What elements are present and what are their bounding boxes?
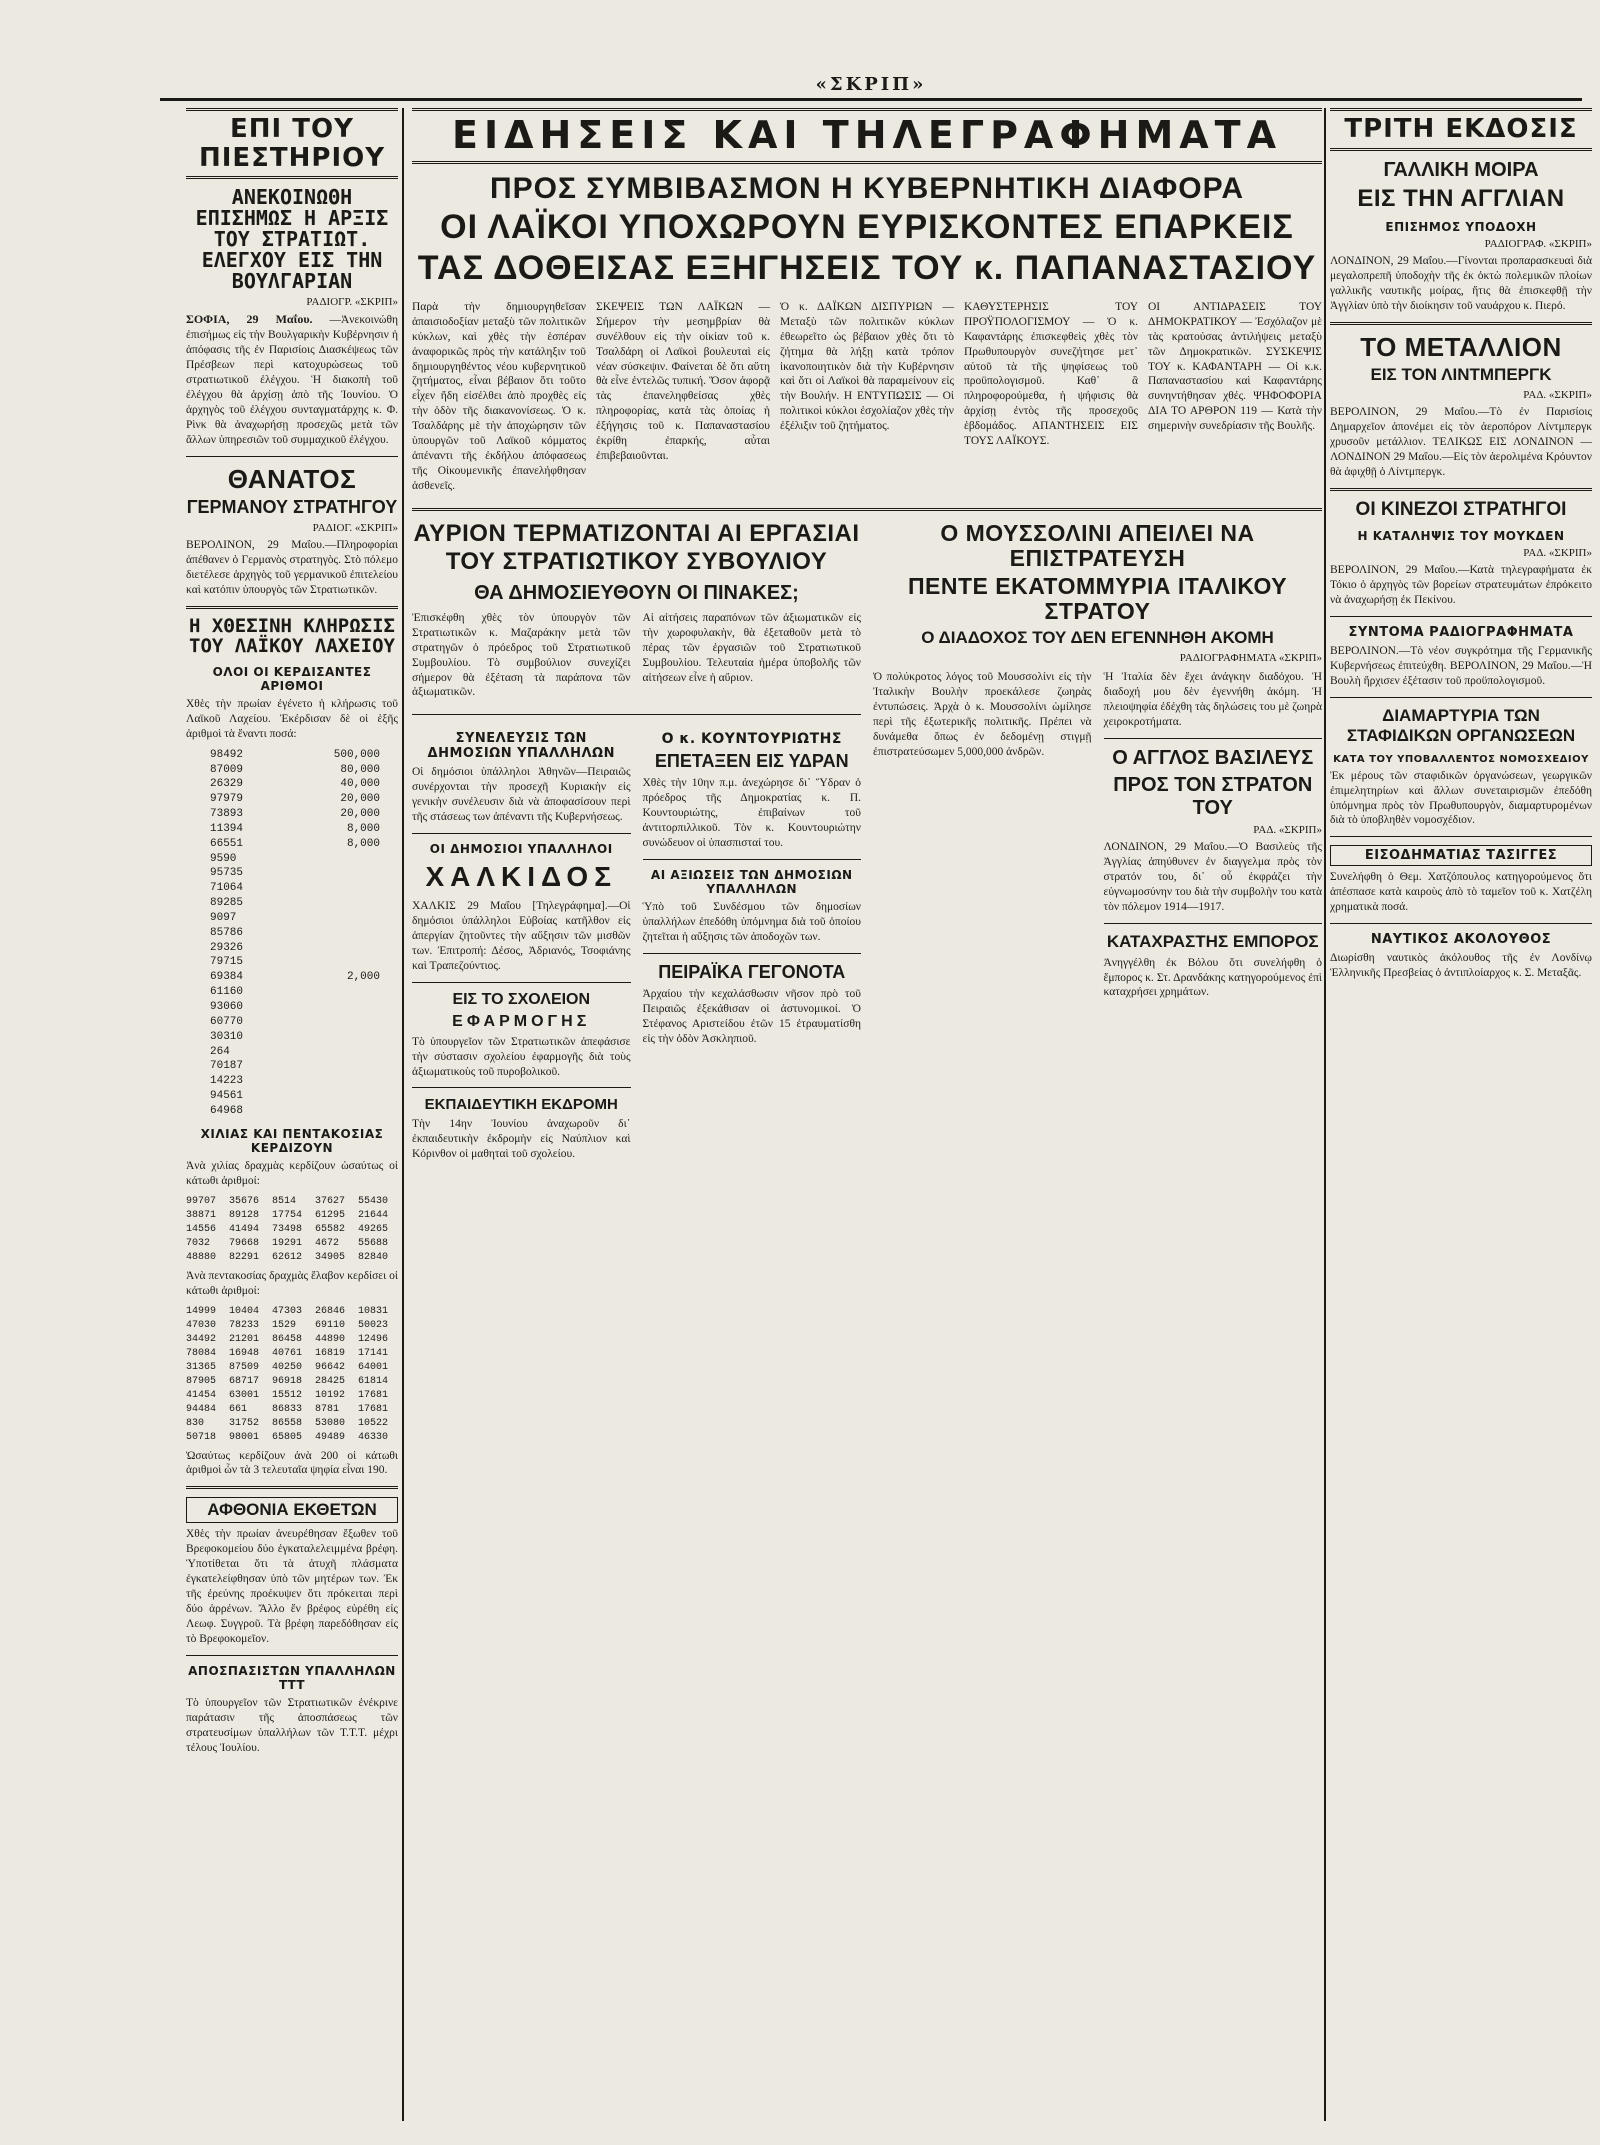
lottery-row bbox=[186, 807, 398, 822]
winning-number: 86558 bbox=[272, 1417, 303, 1429]
winning-number: 34492 bbox=[186, 1333, 217, 1345]
headline: ΕΙΣ ΤΗΝ ΑΓΓΛΙΑΝ bbox=[1357, 184, 1565, 212]
article-body: ΒΕΡΟΛΙΝΟΝ.—Τὸ νέον συγκρότημα τῆς Γερμανικῆς Κυβερνήσεως ἐπιτεύχθη. ΒΕΡΟΛΙΝΟΝ, 29 Μαΐου.—Ἡ Βουλὴ ἤρχισεν ἐξέτασιν τοῦ προϋπολογισμοῦ. bbox=[1330, 644, 1592, 687]
winning-number: 15512 bbox=[272, 1389, 303, 1401]
center-column bbox=[412, 108, 1322, 2121]
prize-amount: 500,000 bbox=[333, 748, 380, 761]
winning-number: 46330 bbox=[358, 1431, 389, 1443]
winning-number: 64001 bbox=[358, 1361, 389, 1373]
winning-number: 69110 bbox=[315, 1319, 346, 1331]
winning-number: 16948 bbox=[229, 1347, 260, 1359]
lottery-row bbox=[186, 763, 398, 778]
winning-number: 830 bbox=[186, 1417, 205, 1429]
winning-number: 661 bbox=[229, 1403, 248, 1415]
winning-number: 55688 bbox=[358, 1237, 389, 1249]
winning-number: 98492 bbox=[210, 748, 244, 761]
lottery-row bbox=[186, 1074, 398, 1089]
lottery-row bbox=[186, 837, 398, 852]
winning-number: 12496 bbox=[358, 1333, 389, 1345]
article-body: Ὑπὸ τοῦ Συνδέσμου τῶν δημοσίων ὑπαλλήλων ἐπεδόθη ὑπόμνημα διὰ τοῦ ὁποίου ζητεῖται ἡ αὔξησις τῶν ἀποδοχῶν των. bbox=[642, 901, 861, 943]
winning-number: 7032 bbox=[186, 1237, 211, 1249]
winning-number: 11394 bbox=[210, 822, 244, 835]
lottery-table bbox=[186, 748, 398, 1119]
subheadline: ΕΠΙΣΗΜΟΣ ΥΠΟΔΟΧΗ bbox=[1385, 219, 1537, 234]
winning-number: 71064 bbox=[210, 882, 244, 895]
subheadline: ΟΛΟΙ ΟΙ ΚΕΡΔΙΣΑΝΤΕΣ ΑΡΙΘΜΟΙ bbox=[212, 664, 372, 693]
winning-number: 73498 bbox=[272, 1223, 303, 1235]
number-grid bbox=[186, 1305, 398, 1445]
winning-number: 10522 bbox=[358, 1417, 389, 1429]
headline: ΟΙ ΚΙΝΕΖΟΙ ΣΤΡΑΤΗΓΟΙ bbox=[1355, 499, 1567, 521]
article-body: Τὸ ὑπουργεῖον τῶν Στρατιωτικῶν ἀπεφάσισε τὴν σύστασιν σχολείου ἐφαρμογῆς διὰ τοὺς ἀξιωματικοὺς τοῦ πυροβολικοῦ. bbox=[412, 1035, 631, 1078]
article-english-king bbox=[1104, 747, 1323, 915]
column-header: ΕΙΔΗΣΕΙΣ ΚΑΙ ΤΗΛΕΓΡΑΦΗΜΑΤΑ bbox=[412, 108, 1322, 164]
winning-number: 9097 bbox=[210, 911, 237, 924]
article-body: Χθὲς τὴν 10ην π.μ. ἀνεχώρησε δι᾽ Ὕδραν ὁ πρόεδρος τῆς Δημοκρατίας κ. Π. Κουντουριώτης, ἐπιβαίνων τοῦ ἀντιτορπιλλικοῦ. Τὸν κ. Κουντουριώτην συνώδευον οἱ ὑπασπισταί του. bbox=[642, 777, 861, 850]
prize-amount: 80,000 bbox=[340, 763, 380, 776]
headline: ΟΙ ΔΗΜΟΣΙΟΙ ΥΠΑΛΛΗΛΟΙ bbox=[429, 842, 613, 857]
article-french-squadron bbox=[1330, 159, 1592, 314]
winning-number: 49265 bbox=[358, 1223, 389, 1235]
number-grid bbox=[186, 1195, 398, 1265]
article-body: Τὸ ὑπουργεῖον τῶν Στρατιωτικῶν ἐνέκρινε παράτασιν τῆς ἀποσπάσεως τῶν στρατευσίμων ὑπαλλήλων τῶν Τ.Τ.Τ. μέχρι τέλους Ἰουλίου. bbox=[186, 1696, 398, 1754]
article-body: ΛΟΝΔΙΝΟΝ, 29 Μαΐου.—Ὁ Βασιλεὺς τῆς Ἀγγλίας ἀπηύθυνεν ἐν διαγγελμα πρὸς τὸν στρατόν του, δι᾽ οὗ ἐκφράζει τὴν εὐγνωμοσύνην του διὰ τὴν συμβολὴν του κατὰ τὸν πόλεμον 1914—1917. bbox=[1103, 840, 1322, 913]
winning-number: 40250 bbox=[272, 1361, 303, 1373]
lower-left bbox=[412, 519, 861, 1168]
headline: ΕΚΠΑΙΔΕΥΤΙΚΗ ΕΚΔΡΟΜΗ bbox=[424, 1096, 618, 1114]
winning-number: 31365 bbox=[186, 1361, 217, 1373]
article-body: ΟΙ ΑΝΤΙΔΡΑΣΕΙΣ ΤΟΥ ΔΗΜΟΚΡΑΤΙΚΟΥ — Ἐσχόλαζον μὲ τὰς κρατούσας ἀντιλήψεις μεταξὺ τῶν Δημοκρατικῶν. ΣΥΣΚΕΨΙΣ ΤΟΥ κ. ΚΑΦΑΝΤΑΡΗ — Οἱ κ.κ. Παπαναστασίου καὶ Καφαντάρης συνηντήθησαν χθές. ΨΗΦΟΦΟΡΙΑ ΔΙΑ ΤΟ ΑΡΘΡΟΝ 119 — Κατὰ τὴν σημερινὴν συνεδρίασιν τῆς Βουλῆς. bbox=[1148, 300, 1322, 433]
lead-article bbox=[412, 172, 1322, 500]
headline: ΤΟ ΜΕΤΑΛΛΙΟΝ bbox=[1360, 331, 1562, 362]
winning-number: 53080 bbox=[315, 1417, 346, 1429]
subheadline: ΧΙΛΙΑΣ ΚΑΙ ΠΕΝΤΑΚΟΣΙΑΣ ΚΕΡΔΙΖΟΥΝ bbox=[200, 1126, 384, 1155]
winning-number: 61814 bbox=[358, 1375, 389, 1387]
article-raisin-protest bbox=[1330, 706, 1592, 829]
winning-number: 9590 bbox=[210, 852, 237, 865]
winning-number: 62612 bbox=[272, 1251, 303, 1263]
credit: ΡΑΔΙΟΓΡΑΦΗΜΑΤΑ «ΣΚΡΙΠ» bbox=[1179, 652, 1322, 665]
article-body: ΣΚΕΨΕΙΣ ΤΩΝ ΛΑΪΚΩΝ — Σήμερον τὴν μεσημβρίαν θὰ συνέλθουν εἰς τὴν οἰκίαν τοῦ κ. Τσαλδάρη οἱ Λαϊκοὶ βουλευταὶ εἰς νέαν σύσκεψιν. Φαίνεται δὲ ὅτι αὕτη θὰ εἶνε ἐντελῶς τυπική. Ὅσον ἀφορᾷ τὰς ἐπανεληφθείσας χθὲς πληροφορίας, κατὰ τὰς ὁποίας ἡ ἐξήγησις τοῦ κ. Παπαναστασίου ἐκρίθη ἐπαρκής, αὗται ἐπιβεβαιοῦνται. bbox=[596, 300, 770, 463]
subheadline: ΕΙΣ ΤΟΝ ΛΙΝΤΜΠΕΡΓΚ bbox=[1370, 365, 1552, 385]
subheadline: ΚΑΤΑ ΤΟΥ ΥΠΟΒΑΛΛΕΝΤΟΣ ΝΟΜΟΣΧΕΔΙΟΥ bbox=[1333, 753, 1589, 765]
winning-number: 4672 bbox=[315, 1237, 340, 1249]
winning-number: 85786 bbox=[210, 926, 244, 939]
winning-number: 17141 bbox=[358, 1347, 389, 1359]
winning-number: 16819 bbox=[315, 1347, 346, 1359]
winning-number: 48880 bbox=[186, 1251, 217, 1263]
article-bulgaria bbox=[186, 187, 398, 447]
article-body: Διωρίσθη ναυτικὸς ἀκόλουθος τῆς ἐν Λονδίνῳ Ἑλληνικῆς Πρεσβείας ὁ ἀντιπλοίαρχος κ. Σ. Μεταξᾶς. bbox=[1330, 952, 1592, 980]
winning-number: 89128 bbox=[229, 1209, 260, 1221]
winning-number: 49489 bbox=[315, 1431, 346, 1443]
lottery-row bbox=[186, 881, 398, 896]
winning-number: 63001 bbox=[229, 1389, 260, 1401]
headline: ΑΠΟΣΠΑΣΙΣΤΩΝ ΥΠΑΛΛΗΛΩΝ ΤΤΤ bbox=[188, 1663, 396, 1692]
article-school bbox=[412, 991, 631, 1080]
masthead bbox=[160, 72, 1582, 101]
winning-number: 82291 bbox=[229, 1251, 260, 1263]
winning-number: 64968 bbox=[210, 1104, 244, 1117]
credit: ΡΑΔ. «ΣΚΡΙΠ» bbox=[1523, 389, 1592, 402]
winning-number: 95735 bbox=[210, 867, 244, 880]
dateline: ΣΟΦΙΑ, 29 Μαΐου. bbox=[186, 312, 313, 327]
lottery-row bbox=[186, 748, 398, 763]
winning-number: 264 bbox=[210, 1045, 230, 1058]
lottery-row bbox=[186, 926, 398, 941]
article-body: Συνελήφθη ὁ Θεμ. Χατζόπουλος κατηγορούμενος ὅτι ἀπέσπασε κατὰ καιροὺς ἀπὸ τὸ ταμεῖον τοῦ κ. Χατζέλη χρηματικὰ ποσά. bbox=[1330, 871, 1592, 914]
credit: ΡΑΔΙΟΓ. «ΣΚΡΙΠ» bbox=[312, 522, 398, 535]
lottery-row bbox=[186, 970, 398, 985]
prize-amount: 8,000 bbox=[346, 837, 380, 850]
article-exhibition bbox=[186, 1497, 398, 1647]
winning-number: 28425 bbox=[315, 1375, 346, 1387]
winning-number: 73893 bbox=[210, 808, 244, 821]
winning-number: 50023 bbox=[358, 1319, 389, 1331]
left-column bbox=[186, 108, 398, 2121]
article-body: ΒΕΡΟΛΙΝΟΝ, 29 Μαΐου.—Πληροφορίαι ἀπέθανεν ὁ Γερμανὸς στρατηγὸς. Στὸ πόλεμο διετέλεσε ἀρχηγὸς τοῦ γερμανικοῦ ἐπιτελείου καὶ κατόπιν ὑπουργὸς τῶν Στρατιωτικῶν. bbox=[186, 539, 398, 597]
winning-number: 10831 bbox=[358, 1305, 389, 1317]
winning-number: 50718 bbox=[186, 1431, 217, 1443]
article-council bbox=[412, 521, 861, 706]
headline: Ο ΜΟΥΣΣΟΛΙΝΙ ΑΠΕΙΛΕΙ ΝΑ ΕΠΙΣΤΡΑΤΕΥΣΗ bbox=[940, 519, 1255, 572]
winning-number: 10404 bbox=[229, 1305, 260, 1317]
headline: ΑΥΡΙΟΝ ΤΕΡΜΑΤΙΖΟΝΤΑΙ ΑΙ ΕΡΓΑΣΙΑΙ bbox=[413, 519, 860, 547]
article-body: Ἐκ μέρους τῶν σταφιδικῶν ὀργανώσεων, γεωργικῶν ἐπιμελητηρίων καὶ ἄλλων συνεταιρισμῶν ἐπεδόθη ὑπόμνημα πρὸς τὸν Πρωθυπουργὸν, διαμαρτυρομένων διὰ τὸ ὑποβληθὲν νομοσχέδιον. bbox=[1330, 769, 1592, 827]
headline: ΣΥΝΤΟΜΑ ΡΑΔΙΟΓΡΑΦΗΜΑΤΑ bbox=[1348, 624, 1574, 640]
winning-number: 29326 bbox=[210, 941, 244, 954]
article-body: ΧΑΛΚΙΣ 29 Μαΐου [Τηλεγράφημα].—Οἱ δημόσιοι ὑπάλληλοι Εὐβοίας κατῆλθον εἰς ἀπεργίαν ζητοῦντες τὴν αὔξησιν τῶν μισθῶν των. Ἐπιτροπή: Δέσος, Ἀδριανός, Τσοφιάνης καὶ Τραπεζούντιος. bbox=[412, 899, 631, 972]
article-hydra bbox=[643, 731, 862, 851]
kicker-headline: ΠΡΟΣ ΣΥΜΒΙΒΑΣΜΟΝ Η ΚΥΒΕΡΝΗΤΙΚΗ ΔΙΑΦΟΡΑ bbox=[489, 171, 1245, 205]
winning-number: 68717 bbox=[229, 1375, 260, 1387]
article-embezzler bbox=[1104, 932, 1323, 1001]
lottery-row bbox=[186, 1000, 398, 1015]
winning-number: 41454 bbox=[186, 1389, 217, 1401]
winning-number: 78084 bbox=[186, 1347, 217, 1359]
winning-number: 14223 bbox=[210, 1075, 244, 1088]
article-body: Χθὲς τὴν πρωίαν ἐγένετο ἡ κλήρωσις τοῦ Λαϊκοῦ Λαχείου. Ἐκέρδισαν δὲ οἱ ἑξῆς ἀριθμοὶ τὰ ἔναντι ποσά: bbox=[186, 697, 398, 740]
winning-number: 34905 bbox=[315, 1251, 346, 1263]
headline: ΝΑΥΤΙΚΟΣ ΑΚΟΛΟΥΘΟΣ bbox=[1370, 932, 1552, 948]
column-rule bbox=[402, 108, 404, 2121]
winning-number: 10192 bbox=[315, 1389, 346, 1401]
winning-number: 87509 bbox=[229, 1361, 260, 1373]
article-body: ΚΑΘΥΣΤΕΡΗΣΙΣ ΤΟΥ ΠΡΟΫΠΟΛΟΓΙΣΜΟΥ — Ὁ κ. Καφαντάρης ἐπισκεφθεὶς χθὲς τὸν Πρωθυπουργὸν συνεζήτησε μετ᾽ αὐτοῦ τὰ τῆς ψηφίσεως τοῦ προϋπολογισμοῦ. Καθ᾽ ἃ πληροφορούμεθα, ἡ ψήφισις θὰ ἀρχίσῃ ἐντὸς τῆς προσεχοῦς ἑβδομάδος. ΑΠΑΝΤΗΣΕΙΣ ΕΙΣ ΤΟΥΣ ΛΑΪΚΟΥΣ. bbox=[964, 300, 1138, 448]
winning-number: 69384 bbox=[210, 971, 244, 984]
winning-number: 61160 bbox=[210, 986, 244, 999]
winning-number: 86833 bbox=[272, 1403, 303, 1415]
column-header: ΤΡΙΤΗ ΕΚΔΟΣΙΣ bbox=[1330, 108, 1592, 151]
article-body: Ἡ Ἰταλία δὲν ἔχει ἀνάγκην διαδόχου. Ἡ διαδοχή μου δὲν ἐγεννήθη ἀκόμη. Ἡ πλειοψηφία ἐδέχθη τὰς δηλώσεις του μὲ ζωηρὰ χειροκροτήματα. bbox=[1103, 671, 1322, 728]
winning-number: 21201 bbox=[229, 1333, 260, 1345]
headline: ΕΦΑΡΜΟΓΗΣ bbox=[452, 1012, 591, 1030]
winning-number: 26846 bbox=[315, 1305, 346, 1317]
article-naval-attache bbox=[1330, 932, 1592, 981]
prize-amount: 40,000 bbox=[340, 778, 380, 791]
article-piraeus bbox=[643, 962, 862, 1047]
winning-number: 14556 bbox=[186, 1223, 217, 1235]
headline: ΚΑΤΑΧΡΑΣΤΗΣ ΕΜΠΟΡΟΣ bbox=[1106, 931, 1319, 951]
article-body: ΒΕΡΟΛΙΝΟΝ, 29 Μαΐου.—Κατὰ τηλεγραφήματα ἐκ Τόκιο ὁ ἀρχηγὸς τῶν βορείων στρατευμάτων ἐπρόκειτο νὰ ἀναχωρήσῃ ἐκ Πεκίνου. bbox=[1330, 564, 1592, 606]
lottery-row bbox=[186, 985, 398, 1000]
headline: ΑΝΕΚΟΙΝΩΘΗ ΕΠΙΣΗΜΩΣ Η ΑΡΞΙΣ ΤΟΥ ΣΤΡΑΤΙΩΤ. ΕΛΕΓΧΟΥ ΕΙΣ ΤΗΝ ΒΟΥΛΓΑΡΙΑΝ bbox=[195, 185, 389, 294]
article-lottery bbox=[186, 614, 398, 1478]
subheadline: ΘΑ ΔΗΜΟΣΙΕΥΘΟΥΝ ΟΙ ΠΙΝΑΚΕΣ; bbox=[474, 581, 799, 604]
article-excursion bbox=[412, 1096, 631, 1162]
article-body: Ὁ πολύκροτος λόγος τοῦ Μουσσολίνι εἰς τὴν Ἰταλικὴν Βουλὴν προεκάλεσε ζωηρὰς ἐντυπώσεις. Ἀρχὰ ὁ κ. Μουσσολίνι ὡμίλησε περὶ τῆς ἐξωτερικῆς πολιτικῆς. Πρέπει νὰ δυνάμεθα ὅπως ἐν δεδομένῃ στιγμῇ ἐπιστρατεύσωμεν 5,000,000 ἀνδρῶν. bbox=[873, 671, 1092, 758]
lottery-row bbox=[186, 792, 398, 807]
article-chalkis bbox=[412, 842, 631, 973]
article-body: Ἀνὰ χιλίας δραχμὰς κερδίζουν ὡσαύτως οἱ κάτωθι ἀριθμοί: bbox=[186, 1159, 398, 1187]
lottery-row bbox=[186, 822, 398, 837]
article-body: Παρὰ τὴν δημιουργηθεῖσαν ἀπαισιοδοξίαν μεταξὺ τῶν πολιτικῶν κύκλων, καὶ χθὲς τὴν ἑσπέραν ἀναφορικῶς πρὸς τὴν κατάληξιν τοῦ δημιουργηθέντος νέου κυβερνητικοῦ ζητήματος, εἶναι βέβαιον ὅτι τοῦτο εἶχεν ἤδη εἰσέλθει ἀπὸ προχθὲς εἰς τὴν ὁδὸν τῆς διακανονίσεως. Ὁ κ. Τσαλδάρης μὲ τὴν ἀποχώρησιν τῶν ὑπουργῶν τοῦ Λαϊκοῦ κόμματος ἀπέναντι τῆς ἐκδήλου ἀπόφασεως τῆς Οἰκουμενικῆς ἐπανελήφθησαν ἀσθενεῖς. bbox=[412, 300, 586, 493]
lottery-row bbox=[186, 955, 398, 970]
credit: ΡΑΔ. «ΣΚΡΙΠ» bbox=[1253, 823, 1322, 836]
winning-number: 17681 bbox=[358, 1403, 389, 1415]
article-body: ΒΕΡΟΛΙΝΟΝ, 29 Μαΐου.—Τὸ ἐν Παρισίοις Δημαρχεῖον ἀπονέμει εἰς τὸν ἀεροπόρον Λίντμπεργκ χρυσοῦν μετάλλιον. ΤΕΛΙΚΩΣ ΕΙΣ ΛΟΝΔΙΝΟΝ — ΛΟΝΔΙΝΟΝ 29 Μαΐου.—Εἰς τὸν ἀερολιμένα Κρόυντον θὰ ἀφιχθῇ ὁ Λίντμπεργκ. bbox=[1330, 406, 1592, 479]
prize-amount: 2,000 bbox=[346, 971, 380, 984]
article-mussolini bbox=[873, 521, 1322, 1006]
article-body: Ἐπισκέφθη χθὲς τὸν ὑπουργὸν τῶν Στρατιωτικῶν κ. Μαζαράκην μετὰ τῶν στρατηγῶν ὁ πρόεδρος τοῦ Στρατιωτικοῦ Συμβουλίου. Τὸ συμβούλιον συνεχίζει σήμερον θὰ ἐξέταση τὰ παράπονα τῶν ἀξιωματικῶν. bbox=[412, 611, 631, 699]
lottery-row bbox=[186, 852, 398, 867]
headline: ΠΡΟΣ ΤΟΝ ΣΤΡΑΤΟΝ ΤΟΥ bbox=[1113, 773, 1313, 819]
headline: ΤΑΣ ΔΟΘΕΙΣΑΣ ΕΞΗΓΗΣΕΙΣ ΤΟΥ κ. ΠΑΠΑΝΑΣΤΑΣΙΟΥ bbox=[417, 248, 1317, 287]
winning-number: 86458 bbox=[272, 1333, 303, 1345]
headline: ΣΥΝΕΛΕΥΣΙΣ ΤΩΝ ΔΗΜΟΣΙΩΝ ΥΠΑΛΛΗΛΩΝ bbox=[427, 731, 615, 762]
lottery-row bbox=[186, 777, 398, 792]
prize-amount: 8,000 bbox=[346, 822, 380, 835]
article-body bbox=[186, 312, 398, 447]
winning-number: 93060 bbox=[210, 1001, 244, 1013]
article-tariff bbox=[1330, 845, 1592, 915]
headline: Ο κ. ΚΟΥΝΤΟΥΡΙΩΤΗΣ bbox=[661, 731, 842, 748]
article-body: Ὡσαύτως κερδίζουν ἀνὰ 200 οἱ κάτωθι ἀριθμοὶ ὧν τὰ 3 τελευταῖα ψηφία εἶναι 190. bbox=[186, 1449, 398, 1477]
article-body: Αἱ αἰτήσεις παραπόνων τῶν ἀξιωματικῶν εἰς τὴν χωροφυλακὴν, θὰ ἐξεταθοῦν μετὰ τὸ πέρας τῶν ἐργασιῶν τοῦ Στρατιωτικοῦ Συμβουλίου. Τελευταία ἡμέρα ὑποβολῆς τῶν αἰτήσεων εἶνε ἡ αὔριον. bbox=[642, 611, 861, 684]
winning-number: 8781 bbox=[315, 1403, 340, 1415]
article-body: Οἱ δημόσιοι ὑπάλληλοι Ἀθηνῶν—Πειραιῶς συνέρχονται τὴν προσεχῆ Κυριακὴν εἰς γενικὴν συνέλευσιν διὰ νὰ ἀποφασίσουν περὶ τῆς στάσεως των ἀπέναντι τῆς Κυβερνήσεως. bbox=[412, 766, 631, 824]
right-column bbox=[1330, 108, 1592, 2121]
winning-number: 47030 bbox=[186, 1319, 217, 1331]
winning-number: 44890 bbox=[315, 1333, 346, 1345]
winning-number: 79668 bbox=[229, 1237, 260, 1249]
lottery-row bbox=[186, 866, 398, 881]
winning-number: 94484 bbox=[186, 1403, 217, 1415]
headline: ΠΕΝΤΕ ΕΚΑΤΟΜΜΥΡΙΑ ΙΤΑΛΙΚΟΥ ΣΤΡΑΤΟΥ bbox=[907, 572, 1288, 624]
winning-number: 99707 bbox=[186, 1195, 217, 1207]
lower-right bbox=[873, 519, 1322, 1168]
lottery-row bbox=[186, 1030, 398, 1045]
article-body: Ἀρχαίου τὴν κεχαλάσθωσιν νῆσον πρὸ τοῦ Πειραιῶς ἐξεκάθισαν οἱ ἀστυνομικοί. Ὁ Στέφανος Αριστείδου ἐτῶν 15 ἐτραυματίσθη εἰς τὴν ὁδὸν Ἀσκληπιοῦ. bbox=[642, 987, 861, 1045]
body-text: —Ἀνεκοινώθη ἐπισήμως εἰς τὴν Βουλγαρικὴν Κυβέρνησιν ἡ ἀπόφασις τῆς ἐν Παρισίοις Διασκέψεως τῶν Πρέσβεων περὶ κατοχυρώσεως τοῦ στρατιωτικοῦ ἐλέγχου. Ἡ διακοπὴ τοῦ ἐλέγχου θὰ ἀρχίσῃ ἀπὸ τῆς Ἰουνίου. Ὁ ἀρχηγὸς τοῦ ἐλέγχου συνταγματάρχης κ. Φ. Ρὶνκ θὰ ἀναχωρήσῃ προσεχῶς μετὰ τῶν ἄλλων ὑπηρεσιῶν τοῦ συμμαχικοῦ ἐλέγχου. bbox=[186, 314, 398, 446]
headline: Η ΧΘΕΣΙΝΗ ΚΛΗΡΩΣΙΣ ΤΟΥ ΛΑΪΚΟΥ ΛΑΧΕΙΟΥ bbox=[189, 614, 395, 657]
winning-number: 38871 bbox=[186, 1209, 217, 1221]
winning-number: 87009 bbox=[210, 763, 244, 776]
prize-amount: 20,000 bbox=[340, 808, 380, 821]
article-columns bbox=[412, 298, 1322, 500]
article-assembly bbox=[412, 731, 631, 825]
winning-number: 70187 bbox=[210, 1060, 244, 1073]
credit: ΡΑΔ. «ΣΚΡΙΠ» bbox=[1523, 547, 1592, 560]
prize-amount: 20,000 bbox=[340, 793, 380, 806]
headline: ΑΙ ΑΞΙΩΣΕΙΣ ΤΩΝ ΔΗΜΟΣΙΩΝ ΥΠΑΛΛΗΛΩΝ bbox=[650, 868, 853, 897]
winning-number: 61295 bbox=[315, 1209, 346, 1221]
headline: ΧΑΛΚΙΔΟΣ bbox=[425, 861, 618, 893]
article-body: Χθὲς τὴν πρωίαν ἀνευρέθησαν ἔξωθεν τοῦ Βρεφοκομείου δύο ἐγκαταλελειμμένα βρέφη. Ὑποτίθεται ὅτι τὰ ἀτυχῆ πλάσματα ἐγκατελείφθησαν ὑπὸ τῶν μητέρων των. Ἐκ τῆς ἐρεύνης προέκυψεν ὅτι πρόκειται περὶ δύο ἀρρένων. Ἄλλο ἕν βρέφος εὑρέθη εἰς Λεωφ. Συγγροῦ. Τὰ βρέφη παρεδόθησαν εἰς τὸ Βρεφοκομεῖον. bbox=[186, 1528, 398, 1645]
winning-number: 60770 bbox=[210, 1015, 244, 1028]
newspaper-title: «ΣΚΡΙΠ» bbox=[806, 74, 937, 95]
lottery-row bbox=[186, 1059, 398, 1074]
article-employees-ttt bbox=[186, 1664, 398, 1756]
winning-number: 98001 bbox=[229, 1431, 260, 1443]
article-body: Ὁ κ. ΔΑΪΚΩΝ ΔΙΣΠΥΡΙΩΝ — Μεταξὺ τῶν πολιτικῶν κύκλων ἐθεωρεῖτο ὡς βέβαιον χθὲς ὅτι τὸ ζήτημα θὰ λήξῃ κατὰ τρόπον ἱκανοποιητικὸν διὰ τὴν Κυβέρνησιν καὶ ὅτι οἱ Λαϊκοὶ θὰ παραμείνουν εἰς τὴν Βουλήν. Η ΕΝΤΥΠΩΣΙΣ — Οἱ πολιτικοὶ κύκλοι ἐσχολίαζον χθὲς τὴν ἐξέλιξιν τοῦ ζητήματος. bbox=[780, 300, 954, 433]
winning-number: 17754 bbox=[272, 1209, 303, 1221]
winning-number: 47303 bbox=[272, 1305, 303, 1317]
article-body: Ἀνὰ πεντακοσίας δραχμὰς ἔλαβον κερδίσει οἱ κάτωθι ἀριθμοί: bbox=[186, 1269, 398, 1297]
winning-number: 8514 bbox=[272, 1195, 297, 1207]
winning-number: 31752 bbox=[229, 1417, 260, 1429]
winning-number: 35676 bbox=[229, 1195, 260, 1207]
winning-number: 78233 bbox=[229, 1319, 260, 1331]
winning-number: 55430 bbox=[358, 1195, 389, 1207]
headline: ΘΑΝΑΤΟΣ bbox=[227, 463, 357, 494]
winning-number: 94561 bbox=[210, 1090, 244, 1103]
winning-number: 65582 bbox=[315, 1223, 346, 1235]
article-body: Τὴν 14ην Ἰουνίου ἀναχωροῦν δι᾽ ἐκπαιδευτικὴν ἐκδρομὴν εἰς Ναύπλιον καὶ Κόρινθον οἱ μαθηταὶ τοῦ σχολείου. bbox=[412, 1118, 631, 1161]
winning-number: 41494 bbox=[229, 1223, 260, 1235]
lottery-row bbox=[186, 1045, 398, 1060]
winning-number: 87905 bbox=[186, 1375, 217, 1387]
subheadline: Ο ΔΙΑΔΟΧΟΣ ΤΟΥ ΔΕΝ ΕΓΕΝΝΗΘΗ ΑΚΟΜΗ bbox=[921, 628, 1274, 648]
headline: ΟΙ ΛΑΪΚΟΙ ΥΠΟΧΩΡΟΥΝ ΕΥΡΙΣΚΟΝΤΕΣ ΕΠΑΡΚΕΙΣ bbox=[440, 207, 1294, 246]
lottery-row bbox=[186, 941, 398, 956]
subheadline: ΓΕΡΜΑΝΟΥ ΣΤΡΑΤΗΓΟΥ bbox=[186, 497, 398, 518]
winning-number: 96918 bbox=[272, 1375, 303, 1387]
winning-number: 30310 bbox=[210, 1030, 244, 1043]
article-general bbox=[186, 465, 398, 598]
winning-number: 26329 bbox=[210, 778, 244, 791]
column-rule bbox=[1324, 108, 1326, 2121]
credit: ΡΑΔΙΟΓΡ. «ΣΚΡΙΠ» bbox=[306, 296, 398, 309]
headline: ΤΟΥ ΣΤΡΑΤΙΩΤΙΚΟΥ ΣΥΒΟΥΛΙΟΥ bbox=[445, 548, 828, 576]
column-header: ΕΠΙ ΤΟΥ ΠΙΕΣΤΗΡΙΟΥ bbox=[186, 108, 398, 179]
lottery-row bbox=[186, 911, 398, 926]
winning-number: 66551 bbox=[210, 837, 244, 850]
article-lindbergh-medal bbox=[1330, 333, 1592, 480]
headline: ΕΠΕΤΑΞΕΝ ΕΙΣ ΥΔΡΑΝ bbox=[654, 751, 849, 772]
credit: ΡΑΔΙΟΓΡΑΦ. «ΣΚΡΙΠ» bbox=[1484, 237, 1592, 250]
winning-number: 21644 bbox=[358, 1209, 389, 1221]
headline: ΕΙΣΟΔΗΜΑΤΙΑΣ ΤΑΣΙΓΓΕΣ bbox=[1330, 845, 1592, 866]
winning-number: 19291 bbox=[272, 1237, 303, 1249]
headline: ΔΙΑΜΑΡΤΥΡΙΑ ΤΩΝ ΣΤΑΦΙΔΙΚΩΝ ΟΡΓΑΝΩΣΕΩΝ bbox=[1346, 705, 1576, 745]
lower-section bbox=[412, 519, 1322, 1168]
winning-number: 65805 bbox=[272, 1431, 303, 1443]
article-body: Ἀνηγγέλθη ἐκ Βόλου ὅτι συνελήφθη ὁ ἔμπορος κ. Στ. Δρανδάκης κατηγορούμενος ἐπὶ καταχρήσει χρημάτων. bbox=[1103, 956, 1322, 999]
winning-number: 96642 bbox=[315, 1361, 346, 1373]
winning-number: 79715 bbox=[210, 956, 244, 969]
article-brief-radiograms bbox=[1330, 625, 1592, 689]
headline: ΕΙΣ ΤΟ ΣΧΟΛΕΙΟΝ bbox=[452, 990, 591, 1008]
lottery-row bbox=[186, 1089, 398, 1104]
headline: ΠΕΙΡΑΪΚΑ ΓΕΓΟΝΟΤΑ bbox=[658, 961, 846, 982]
winning-number: 37627 bbox=[315, 1195, 346, 1207]
lottery-row bbox=[186, 1015, 398, 1030]
headline: ΓΑΛΛΙΚΗ ΜΟΙΡΑ bbox=[1383, 158, 1539, 181]
winning-number: 14999 bbox=[186, 1305, 217, 1317]
winning-number: 17681 bbox=[358, 1389, 389, 1401]
article-employee-claims bbox=[643, 868, 862, 945]
lottery-row bbox=[186, 1104, 398, 1119]
winning-number: 97979 bbox=[210, 793, 244, 806]
subheadline: Η ΚΑΤΑΛΗΨΙΣ ΤΟΥ ΜΟΥΚΔΕΝ bbox=[1357, 529, 1565, 544]
winning-number: 1529 bbox=[272, 1319, 297, 1331]
winning-number: 89285 bbox=[210, 897, 244, 910]
headline: ΑΦΘΟΝΙΑ ΕΚΘΕΤΩΝ bbox=[186, 1497, 398, 1523]
article-body: ΛΟΝΔΙΝΟΝ, 29 Μαΐου.—Γίνονται προπαρασκευαὶ διὰ μεγαλοπρεπῆ ὑποδοχὴν τῆς ἐκ ὀκτὼ πολεμικῶν πλοίων γαλλικῆς ναυτικῆς μοίρας, ἥτις θὰ ἐπισκεφθῇ τὴν Ἀγγλίαν ὑπὸ τὴν διοίκησιν τοῦ ναυάρχου κ. Πιερό. bbox=[1330, 254, 1592, 312]
headline: Ο ΑΓΓΛΟΣ ΒΑΣΙΛΕΥΣ bbox=[1112, 746, 1314, 769]
lottery-row bbox=[186, 896, 398, 911]
winning-number: 82840 bbox=[358, 1251, 389, 1263]
article-chinese-generals bbox=[1330, 499, 1592, 608]
winning-number: 40761 bbox=[272, 1347, 303, 1359]
